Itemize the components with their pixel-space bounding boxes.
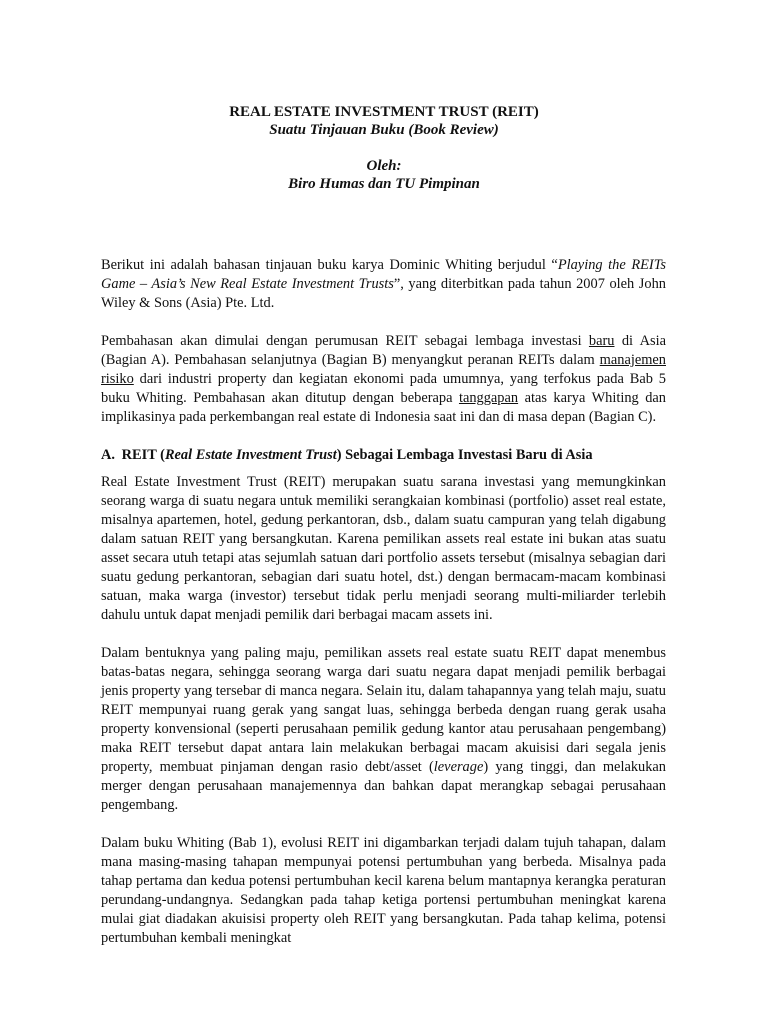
underlined-term-manajemen-risiko: manajemen risiko	[101, 352, 666, 387]
by-label: Oleh:	[366, 158, 402, 174]
document-subtitle: Suatu Tinjauan Buku (Book Review)	[269, 122, 499, 138]
book-title: Playing the REITs Game – Asia’s New Real Estate Investment Trusts	[101, 257, 666, 292]
underlined-term-tanggapan: tanggapan	[458, 390, 519, 406]
intro-paragraph-2: Pembahasan akan dimulai dengan perumusan REIT sebagai lembaga investasi baru di Asia (Bagian A). Pembahasan selanjutnya (Bagian B) menyangkut peranan REITs dalam manajemen risiko dari industri property dan kegiatan ekonomi pada umumnya, yang terfokus pada Bab 5 buku Whiting. Pembahasan akan ditutup dengan beberapa tanggapan atas karya Whiting dan implikasinya pada perkembangan real estate di Indonesia saat ini dan di masa depan (Bagian C).	[101, 333, 666, 425]
section-a-heading: A. REIT (Real Estate Investment Trust) Sebagai Lembaga Investasi Baru di Asia	[101, 447, 593, 463]
section-a-paragraph-3: Dalam buku Whiting (Bab 1), evolusi REIT ini digambarkan terjadi dalam tujuh tahapan, dalam mana masing-masing tahapan mempunyai potensi pertumbuhan yang berbeda. Misalnya pada tahap pertama dan kedua potensi pertumbuhan kecil karena belum mantapnya kerangka peraturan perundang-undangnya. Sedangkan pada tahap ketiga portensi pertumbuhan meningkat karena mulai giat diadakan akuisisi property oleh REIT yang bersangkutan. Pada tahap kelima, potensi pertumbuhan kembali meningkat	[101, 835, 666, 946]
intro-paragraph-1: Berikut ini adalah bahasan tinjauan buku karya Dominic Whiting berjudul “Playing the REITs Game – Asia’s New Real Estate Investment Trusts”, yang diterbitkan pada tahun 2007 oleh John Wiley & Sons (Asia) Pte. Ltd.	[101, 257, 666, 311]
document-body	[101, 256, 666, 967]
section-a-paragraph-1: Real Estate Investment Trust (REIT) merupakan suatu sarana investasi yang memungkinkan seorang warga di suatu negara untuk memiliki serangkaian kombinasi (portfolio) asset real estate, misalnya apartemen, hotel, gedung perkantoran, dsb., dalam suatu campuran yang telah digabung dalam satuan REIT yang bersangkutan. Karena pemilikan assets real estate ini bukan atas suatu asset secara utuh tetapi atas sejumlah satuan dari portfolio assets tersebut (misalnya sebagian dari suatu gedung perkantoran, sebagian dari suatu hotel, dst.) dengan bermacam-macam kombinasi satuan, maka warga (investor) tersebut tidak perlu menjadi seorang multi-miliarder terlebih dahulu untuk dapat menjadi pemilik dari berbagai macam assets ini.	[101, 474, 666, 623]
term-leverage: leverage	[433, 759, 484, 775]
section-a-paragraph-2: Dalam bentuknya yang paling maju, pemilikan assets real estate suatu REIT dapat menembus batas-batas negara, sehingga seorang warga dari suatu negara dapat menjadi pemilik berbagai jenis property yang tersebar di manca negara. Selain itu, dalam tahapannya yang telah maju, suatu REIT mempunyai ruang gerak yang sangat luas, sehingga berbeda dengan ruang gerak usaha property konvensional (seperti perusahaan pemilik gedung kantor atau perusahaan pengembang) maka REIT tersebut dapat antara lain melakukan berbagai macam akuisisi dari segala jenis property, membuat pinjaman dengan rasio debt/asset (leverage) yang tinggi, dan melakukan merger dengan perusahaan manajemennya dan bahkan dapat merangkap sebagai perusahaan pengembang.	[101, 645, 667, 813]
document-header	[0, 103, 768, 193]
section-a-letter: A.	[101, 447, 115, 463]
document-title: REAL ESTATE INVESTMENT TRUST (REIT)	[229, 104, 539, 120]
author-name: Biro Humas dan TU Pimpinan	[288, 176, 480, 192]
underlined-term-baru: baru	[588, 333, 615, 349]
